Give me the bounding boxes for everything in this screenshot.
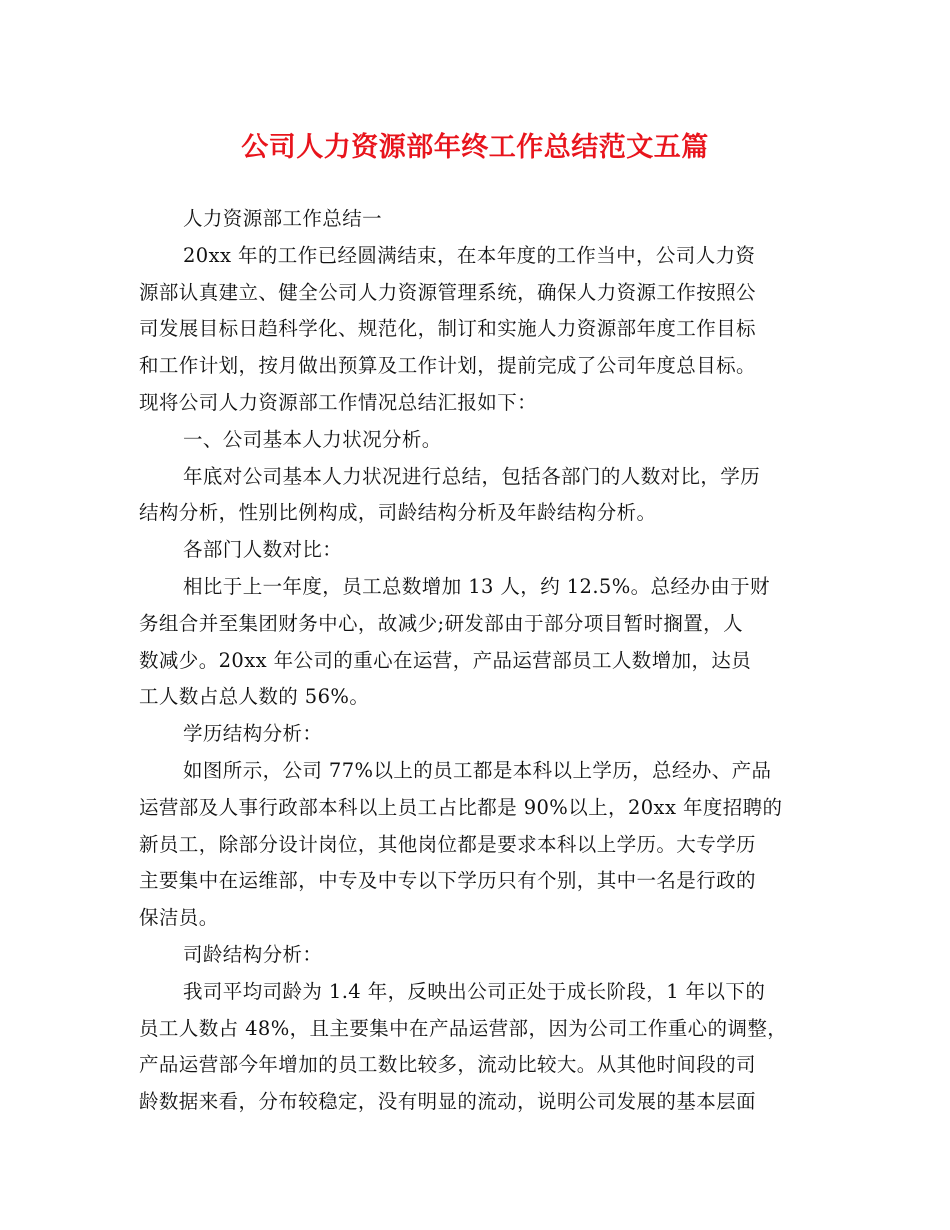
body-line: 20xx 年的工作已经圆满结束，在本年度的工作当中，公司人力资 [183, 243, 756, 267]
body-line: 一、公司基本人力状况分析。 [183, 427, 442, 451]
body-line: 人力资源部工作总结一 [183, 207, 383, 230]
body-line: 工人数占总人数的 56%。 [139, 685, 370, 709]
body-line: 数减少。20xx 年公司的重心在运营，产品运营部员工人数增加，达员 [139, 648, 752, 672]
body-line: 和工作计划，按月做出预算及工作计划，提前完成了公司年度总目标。 [139, 354, 756, 378]
body-line: 司龄结构分析： [183, 943, 323, 966]
body-line: 源部认真建立、健全公司人力资源管理系统，确保人力资源工作按照公 [139, 280, 756, 304]
body-line: 各部门人数对比： [183, 538, 343, 562]
body-line: 员工人数占 48%，且主要集中在产品运营部，因为公司工作重心的调整， [139, 1016, 788, 1040]
body-line: 年底对公司基本人力状况进行总结，包括各部门的人数对比，学历 [183, 464, 761, 488]
body-line: 产品运营部今年增加的员工数比较多，流动比较大。从其他时间段的司 [139, 1053, 756, 1077]
body-line: 相比于上一年度，员工总数增加 13 人，约 12.5%。总经办由于财 [183, 575, 770, 598]
document-title: 公司人力资源部年终工作总结范文五篇 [241, 132, 709, 163]
body-line: 务组合并至集团财务中心，故减少;研发部由于部分项目暂时搁置，人 [139, 611, 743, 635]
body-line: 学历结构分析： [183, 722, 323, 746]
body-line: 我司平均司龄为 1.4 年，反映出公司正处于成长阶段，1 年以下的 [183, 979, 766, 1003]
body-line: 司发展目标日趋科学化、规范化，制订和实施人力资源部年度工作目标 [139, 317, 756, 341]
body-line: 结构分析，性别比例构成，司龄结构分析及年龄结构分析。 [139, 501, 657, 525]
body-line: 龄数据来看，分布较稳定，没有明显的流动，说明公司发展的基本层面 [139, 1090, 756, 1114]
body-line: 如图所示，公司 77%以上的员工都是本科以上学历，总经办、产品 [183, 759, 772, 782]
body-line: 新员工，除部分设计岗位，其他岗位都是要求本科以上学历。大专学历 [139, 832, 756, 856]
body-line: 运营部及人事行政部本科以上员工占比都是 90%以上，20xx 年度招聘的 [139, 795, 783, 819]
body-line: 保洁员。 [139, 906, 219, 930]
body-line: 现将公司人力资源部工作情况总结汇报如下： [139, 391, 538, 414]
body-line: 主要集中在运维部，中专及中专以下学历只有个别，其中一名是行政的 [139, 869, 756, 893]
